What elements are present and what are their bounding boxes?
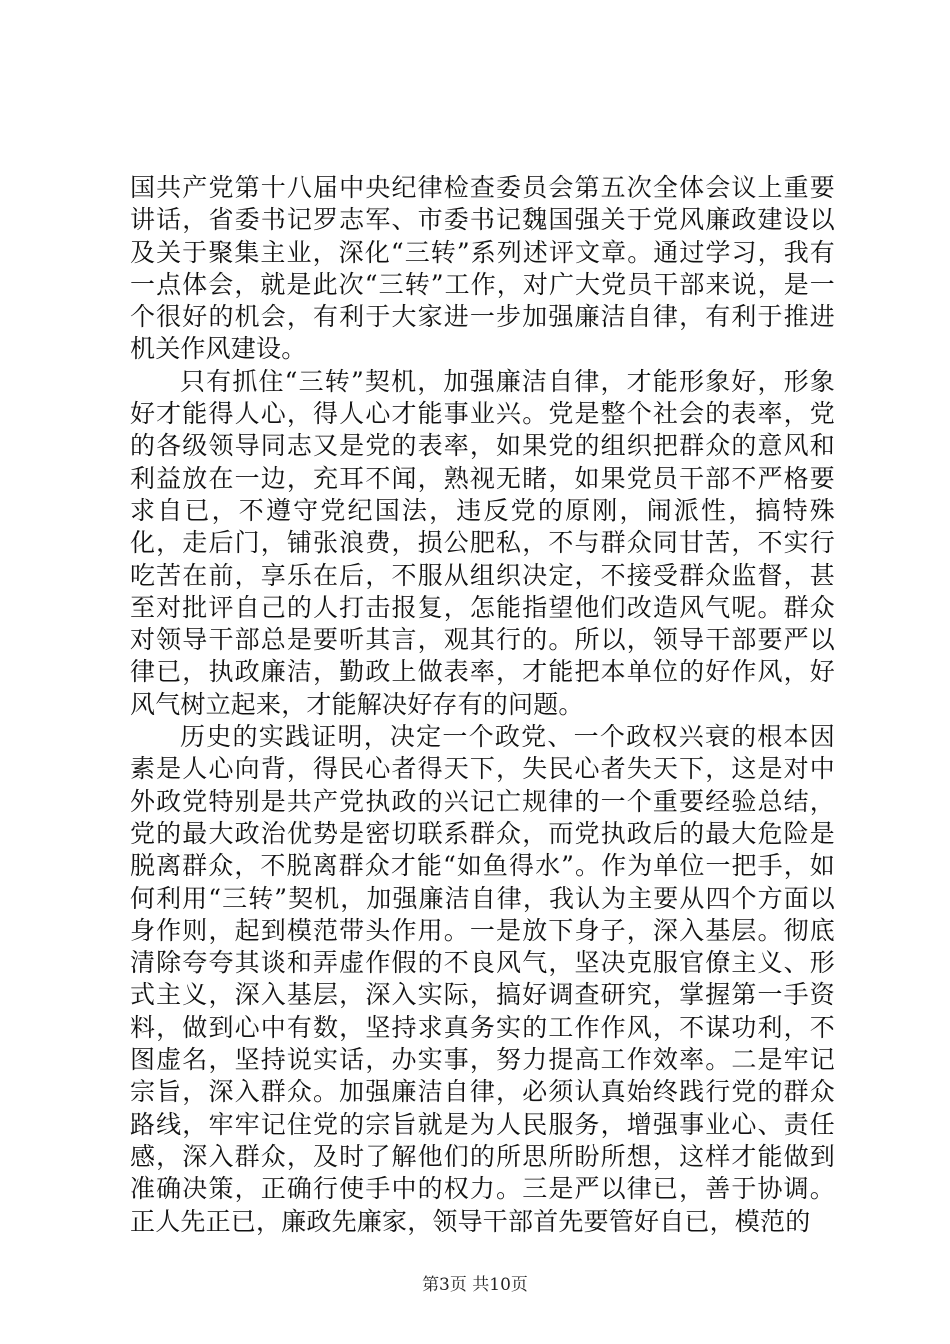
paragraph-3: 历史的实践证明，决定一个政党、一个政权兴衰的根本因素是人心向背，得民心者得天下，失民心者失天下，这是对中外政党特别是共产党执政的兴记亡规律的一个重要经验总结，党的最大政治优势是密切联系群众，而党执政后的最大危险是脱离群众，不脱离群众才能“如鱼得水”。作为单位一把手，如何利用“三转”契机，加强廉洁自律，我认为主要从四个方面以身作则，起到模范带头作用。一是放下身子，深入基层。彻底清除夸夸其谈和弄虚作假的不良风气，坚决克服官僚主义、形式主义，深入基层，深入实际，搞好调查研究，掌握第一手资料，做到心中有数，坚持求真务实的工作作风，不谋功利，不图虚名，坚持说实话，办实事，努力提高工作效率。二是牢记宗旨，深入群众。加强廉洁自律，必须认真始终践行党的群众路线，牢牢记住党的宗旨就是为人民服务，增强事业心、责任感，深入群众，及时了解他们的所思所盼所想，这样才能做到准确决策，正确行使手中的权力。三是严以律已，善于协调。正人先正已，廉政先廉家，领导干部首先要管好自已，模范的	[130, 722, 835, 1236]
paragraph-2: 只有抓住“三转”契机，加强廉洁自律，才能形象好，形象好才能得人心，得人心才能事业兴。党是整个社会的表率，党的各级领导同志又是党的表率，如果党的组织把群众的意风和利益放在一边，充耳不闻，熟视无睹，如果党员干部不严格要求自已，不遵守党纪国法，违反党的原刚，闹派性，搞特殊化，走后门，铺张浪费，损公肥私，不与群众同甘苦，不实行吃苦在前，享乐在后，不服从组织决定，不接受群众监督，甚至对批评自己的人打击报复，怎能指望他们改造风气呢。群众对领导干部总是要听其言，观其行的。所以，领导干部要严以律已，执政廉洁，勤政上做表率，才能把本单位的好作风，好风气树立起来，才能解决好存有的问题。	[130, 366, 835, 719]
page-footer: 第3页 共10页	[422, 1275, 528, 1295]
document-body	[130, 172, 835, 1238]
paragraph-1: 国共产党第十八届中央纪律检查委员会第五次全体会议上重要讲话，省委书记罗志军、市委书记魏国强关于党风廉政建设以及关于聚集主业，深化“三转”系列述评文章。通过学习，我有一点体会，就是此次“三转”工作，对广大党员干部来说，是一个很好的机会，有利于大家进一步加强廉洁自律，有利于推进机关作风建设。	[130, 173, 835, 364]
